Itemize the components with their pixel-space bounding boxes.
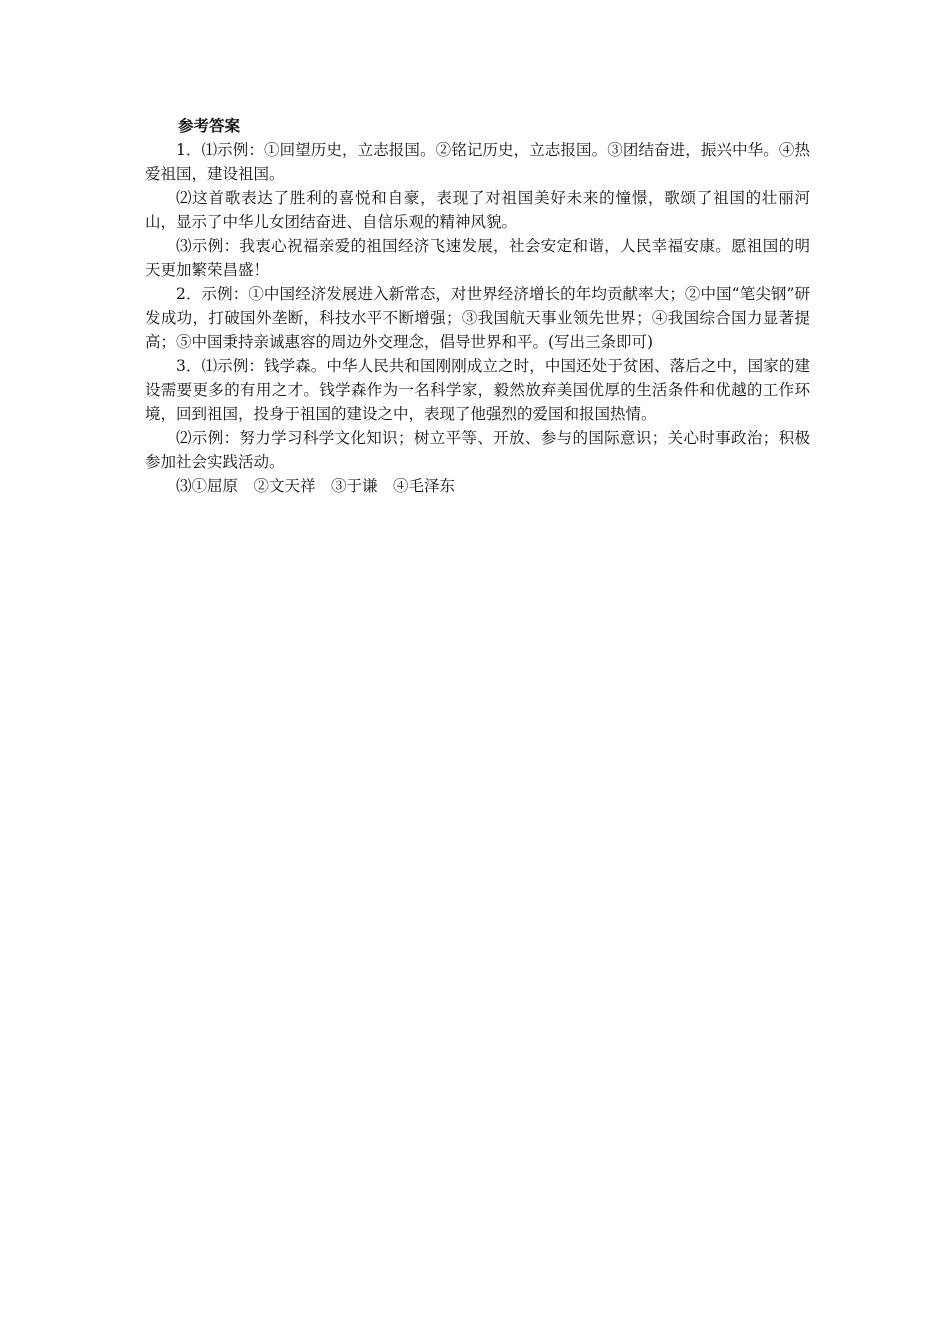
answer-3-part-1: 3．⑴示例：钱学森。中华人民共和国刚刚成立之时，中国还处于贫困、落后之中，国家的建设需要更多的有用之才。钱学森作为一名科学家，毅然放弃美国优厚的生活条件和优越的工作环境，回到祖国，投身于祖国的建设之中，表现了他强烈的爱国和报国热情。 bbox=[145, 357, 810, 423]
answer-3-part-3: ⑶①屈原 ②文天祥 ③于谦 ④毛泽东 bbox=[176, 477, 456, 495]
answer-3-part-2: ⑵示例：努力学习科学文化知识；树立平等、开放、参与的国际意识；关心时事政治；积极参加社会实践活动。 bbox=[145, 429, 810, 471]
answer-1-part-3: ⑶示例：我衷心祝福亲爱的祖国经济飞速发展，社会安定和谐，人民幸福安康。愿祖国的明天更加繁荣昌盛！ bbox=[145, 237, 810, 279]
answer-document bbox=[145, 114, 810, 498]
answer-heading: 参考答案 bbox=[178, 116, 241, 135]
answer-2: 2．示例：①中国经济发展进入新常态，对世界经济增长的年均贡献率大；②中国“笔尖钢”研发成功，打破国外垄断，科技水平不断增强；③我国航天事业领先世界；④我国综合国力显著提高；⑤中国秉持亲诚惠容的周边外交理念，倡导世界和平。(写出三条即可) bbox=[145, 285, 810, 351]
answer-1-part-1: 1．⑴示例：①回望历史，立志报国。②铭记历史，立志报国。③团结奋进，振兴中华。④热爱祖国，建设祖国。 bbox=[145, 141, 810, 183]
answer-1-part-2: ⑵这首歌表达了胜利的喜悦和自豪，表现了对祖国美好未来的憧憬，歌颂了祖国的壮丽河山，显示了中华儿女团结奋进、自信乐观的精神风貌。 bbox=[145, 189, 810, 231]
